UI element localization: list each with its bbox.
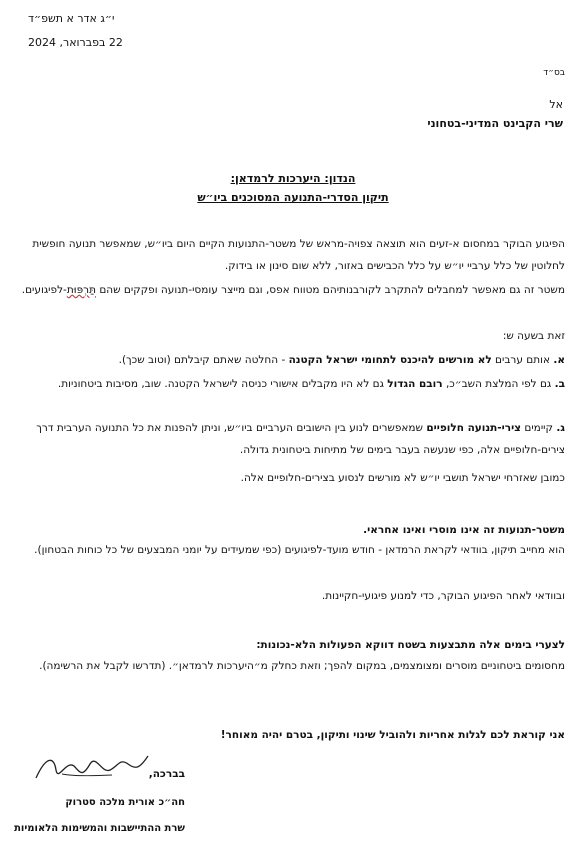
point-b-prefix: ב. <box>554 378 565 390</box>
paragraph-8: מחסומים ביטחוניים מוסרים ומצומצמים, במקום להפך; וזאת כחלק מ״היערכות לרמדאן״. (תדרשו לקבל את הרשימה). <box>39 660 565 672</box>
point-a-prefix: א. <box>553 354 565 366</box>
gregorian-date: 22 בפברואר, 2024 <box>28 36 123 49</box>
hebrew-date: י״ג אדר א תשפ״ד <box>28 12 115 25</box>
misspelled-word: תַּרְפּוּת <box>66 284 96 296</box>
paragraph-7: לצערי בימים אלה מתבצעות בשטח דווקא הפעולות הלא-נכונות: <box>256 639 565 651</box>
point-a-bold: לא מורשים להיכנס לתחומי ישראל הקטנה <box>288 354 492 366</box>
signoff-greeting: בברכה, <box>148 768 185 780</box>
point-c-extra: כמובן שאזרחי ישראל תושבי יו״ש לא מורשים לנסוע בצירים-חלופיים אלה. <box>240 472 565 484</box>
point-c-bold: צירי-תנועה חלופיים <box>426 422 522 434</box>
paragraph-6: ובוודאי לאחר הפיגוע הבוקר, כדי למנוע פיגועי-חקיינות. <box>321 590 565 602</box>
paragraph-2-start: משטר זה גם מאפשר למחבלים להתקרב לקורבנותיהם מטווח אפס, וגם מייצר עומסי-תנועה ופקקים שהם <box>95 284 565 296</box>
bsd-mark: בס״ד <box>543 68 565 78</box>
point-a-mid: אותם ערבים <box>491 354 554 366</box>
recipient: שרי הקבינט המדיני-בטחוני <box>427 117 563 130</box>
signatory-name: חה״כ אורית מלכה סטרוק <box>65 797 185 808</box>
point-a-rest: - החלטה שאתם קיבלתם (וטוב שכך). <box>118 354 289 366</box>
paragraph-9: אני קוראת לכם לגלות אחריות ולהוביל שינוי ותיקון, בטרם יהיה מאוחר! <box>220 729 565 741</box>
point-c-mid: קיימים <box>521 422 557 434</box>
point-b-bold: רובם הגדול <box>387 378 443 390</box>
point-c-prefix: ג. <box>556 422 565 434</box>
to-label: אל <box>549 98 563 111</box>
paragraph-5: הוא מחייב תיקון, בוודאי לקראת הרמדאן - חודש מועד-לפיגועים (כפי שמעידים על יומני המבצעים של כל כוחות הבטחון). <box>34 544 565 556</box>
paragraph-2-end: -לפיגועים. <box>21 284 67 296</box>
point-b <box>20 373 565 395</box>
point-a <box>20 349 565 371</box>
paragraph-3: זאת בשעה ש: <box>502 330 565 342</box>
subject-line-2: תיקון הסדרי-התנועה המסוכנים ביו״ש <box>197 191 389 204</box>
paragraph-1: הפיגוע הבוקר במחסום א-זעים הוא תוצאה צפויה-מראש של משטר-התנועות הקיים היום ביו״ש, שמאפשר תנועה חופשית לחלוטין של כלל ערביי יו״ש על כלל הכבישים באזור, ללא שום סינון או בידוק. <box>32 238 565 272</box>
handwritten-signature <box>32 748 152 788</box>
subject-line-1: הנדון: היערכות לרמדאן: <box>230 172 356 185</box>
point-c-rest: שמאפשרים לנוע בין הישובים הערביים ביו״ש, וניתן להפנות את כל התנועה הערבית דרך צירים-חלופיים אלה, כפי שנעשה בעבר בימים של מתיחות ביטחונית גדולה. <box>36 422 565 456</box>
point-b-rest: גם לא היו מקבלים אישורי כניסה לישראל הקטנה. שוב, מסיבות ביטחוניות. <box>57 378 388 390</box>
point-c <box>20 417 565 461</box>
signatory-title: שרת ההתיישבות והמשימות הלאומיות <box>14 823 185 834</box>
paragraph-4: משטר-תנועות זה אינו מוסרי ואינו אחראי. <box>363 524 565 536</box>
paragraph-2 <box>20 279 565 301</box>
point-b-mid: גם לפי המלצת השב״כ, <box>442 378 555 390</box>
